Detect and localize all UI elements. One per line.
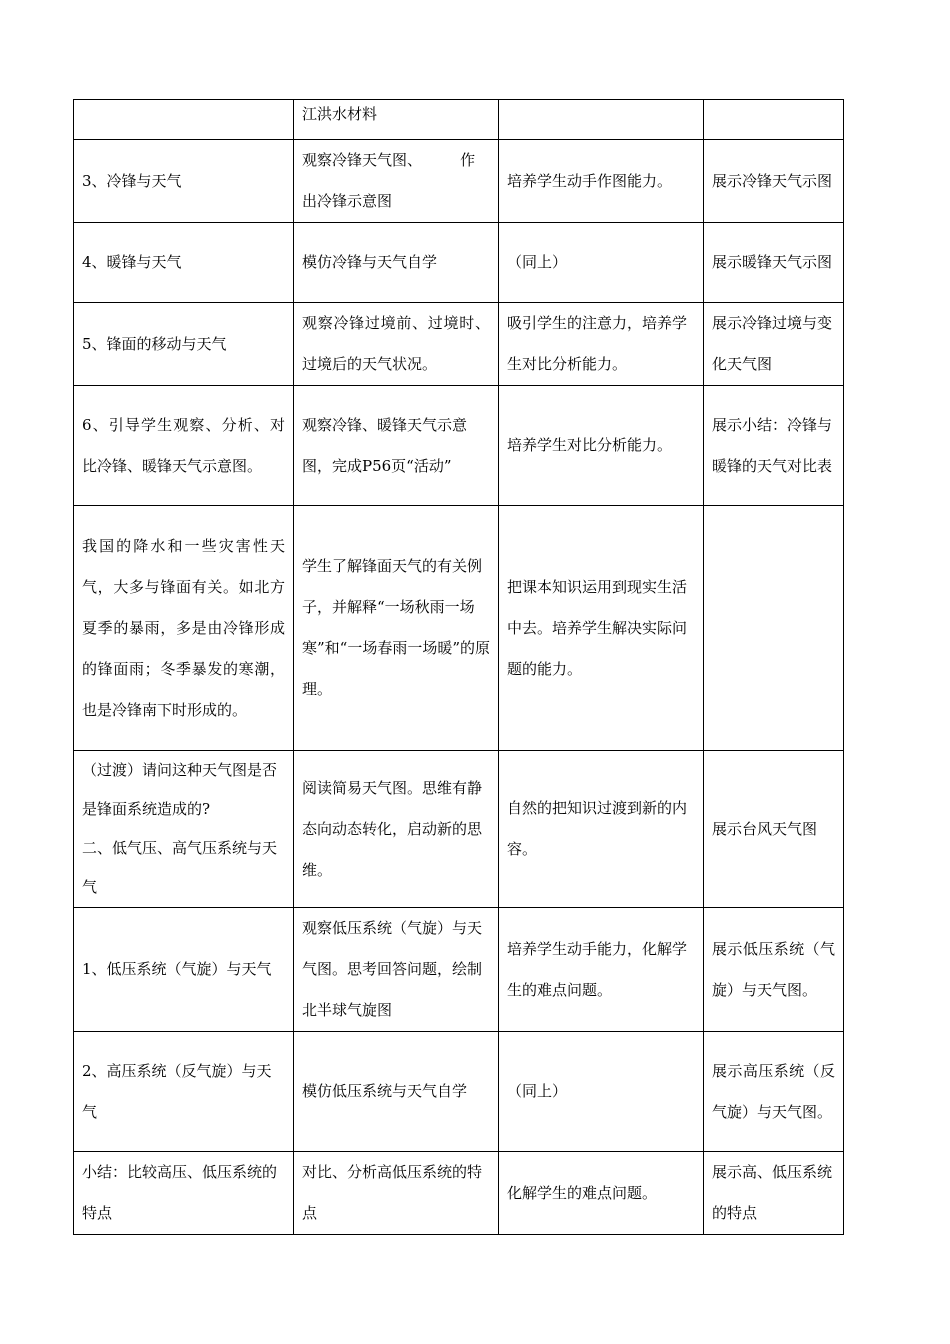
table-row <box>74 140 844 223</box>
cell-student-activity: 观察冷锋过境前、过境时、过境后的天气状况。 <box>294 303 499 386</box>
cell-design-intent: 培养学生动手能力，化解学生的难点问题。 <box>499 908 704 1032</box>
table-row <box>74 1152 844 1235</box>
cell-design-intent: 化解学生的难点问题。 <box>499 1152 704 1235</box>
cell-media: 展示冷锋过境与变化天气图 <box>704 303 844 386</box>
cell-media: 展示台风天气图 <box>704 751 844 908</box>
cell-teacher-activity <box>74 100 294 140</box>
table-row <box>74 100 844 140</box>
cell-media: 展示高压系统（反气旋）与天气图。 <box>704 1032 844 1152</box>
cell-student-activity: 阅读简易天气图。思维有静态向动态转化，启动新的思维。 <box>294 751 499 908</box>
table-row <box>74 386 844 506</box>
table-row <box>74 303 844 386</box>
cell-design-intent: 吸引学生的注意力，培养学生对比分析能力。 <box>499 303 704 386</box>
table-row <box>74 1032 844 1152</box>
table-row <box>74 223 844 303</box>
cell-student-activity: 对比、分析高低压系统的特点 <box>294 1152 499 1235</box>
cell-design-intent: 培养学生动手作图能力。 <box>499 140 704 223</box>
table-row <box>74 506 844 751</box>
lesson-plan-table <box>73 99 844 1235</box>
cell-media <box>704 100 844 140</box>
cell-design-intent: 培养学生对比分析能力。 <box>499 386 704 506</box>
cell-student-activity: 观察冷锋天气图、 作出冷锋示意图 <box>294 140 499 223</box>
cell-media: 展示小结：冷锋与暖锋的天气对比表 <box>704 386 844 506</box>
cell-teacher-activity: 小结：比较高压、低压系统的特点 <box>74 1152 294 1235</box>
cell-student-activity: 模仿冷锋与天气自学 <box>294 223 499 303</box>
cell-teacher-activity: 6、引导学生观察、分析、对比冷锋、暖锋天气示意图。 <box>74 386 294 506</box>
cell-media: 展示冷锋天气示图 <box>704 140 844 223</box>
cell-teacher-activity: 3、冷锋与天气 <box>74 140 294 223</box>
cell-media: 展示高、低压系统的特点 <box>704 1152 844 1235</box>
cell-teacher-activity: 1、低压系统（气旋）与天气 <box>74 908 294 1032</box>
transition-question: （过渡）请问这种天气图是否是锋面系统造成的? <box>82 761 278 818</box>
cell-media <box>704 506 844 751</box>
cell-design-intent: （同上） <box>499 1032 704 1152</box>
cell-teacher-activity: 4、暖锋与天气 <box>74 223 294 303</box>
cell-teacher-activity <box>74 751 294 908</box>
cell-design-intent <box>499 100 704 140</box>
cell-media: 展示低压系统（气旋）与天气图。 <box>704 908 844 1032</box>
section-heading: 二、低气压、高气压系统与天气 <box>82 839 278 896</box>
cell-student-activity: 江洪水材料 <box>294 100 499 140</box>
cell-student-activity: 观察低压系统（气旋）与天气图。思考回答问题，绘制北半球气旋图 <box>294 908 499 1032</box>
table-row <box>74 908 844 1032</box>
cell-teacher-activity: 5、锋面的移动与天气 <box>74 303 294 386</box>
cell-design-intent: 把课本知识运用到现实生活中去。培养学生解决实际问题的能力。 <box>499 506 704 751</box>
table-row <box>74 751 844 908</box>
cell-design-intent: （同上） <box>499 223 704 303</box>
cell-student-activity: 学生了解锋面天气的有关例子，并解释“一场秋雨一场寒”和“一场春雨一场暖”的原理。 <box>294 506 499 751</box>
cell-teacher-activity: 2、高压系统（反气旋）与天气 <box>74 1032 294 1152</box>
cell-design-intent: 自然的把知识过渡到新的内容。 <box>499 751 704 908</box>
cell-media: 展示暖锋天气示图 <box>704 223 844 303</box>
cell-student-activity: 观察冷锋、暖锋天气示意图，完成P56页“活动” <box>294 386 499 506</box>
cell-teacher-activity: 我国的降水和一些灾害性天气，大多与锋面有关。如北方夏季的暴雨，多是由冷锋形成的锋面雨；冬季暴发的寒潮，也是冷锋南下时形成的。 <box>74 506 294 751</box>
cell-student-activity: 模仿低压系统与天气自学 <box>294 1032 499 1152</box>
